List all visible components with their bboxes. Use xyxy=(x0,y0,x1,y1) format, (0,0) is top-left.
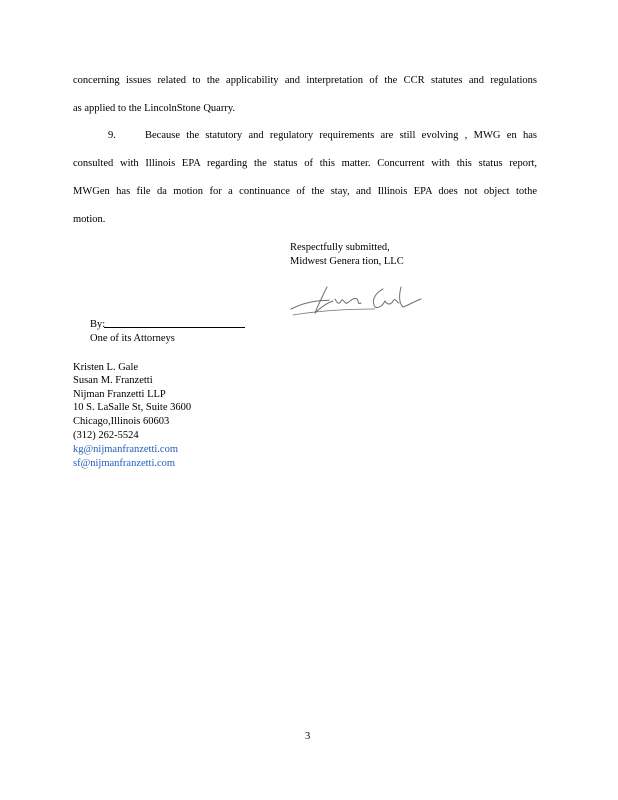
respectfully-submitted: Respectfully submitted, xyxy=(290,242,390,253)
email-link-2[interactable]: sf@nijmanfranzetti.com xyxy=(73,458,176,469)
email-link-1[interactable]: kg@nijmanfranzetti.com xyxy=(73,444,179,455)
law-firm-name: Nijman Franzetti LLP xyxy=(73,389,166,400)
paragraph-8-line-1: concerning issues related to the applicability and interpretation of the CCR statutes and regulations xyxy=(73,75,537,86)
attorney-name-1: Kristen L. Gale xyxy=(73,362,139,373)
page-number: 3 xyxy=(305,731,311,742)
company-name: Midwest Genera tion, LLC xyxy=(290,256,404,267)
attorney-name-2: Susan M. Franzetti xyxy=(73,375,153,386)
paragraph-9-line-1: Because the statutory and regulatory requirements are still evolving , MWG en has xyxy=(145,130,537,141)
paragraph-8-line-2: as applied to the LincolnStone Quarry. xyxy=(73,103,236,114)
paragraph-9-line-4: motion. xyxy=(73,214,106,225)
firm-phone: (312) 262-5524 xyxy=(73,430,139,441)
signature-line xyxy=(104,327,245,328)
one-of-its-attorneys: One of its Attorneys xyxy=(90,333,175,344)
paragraph-9-line-2: consulted with Illinois EPA regarding the status of this matter. Concurrent with this status report, xyxy=(73,158,537,169)
firm-city-state-zip: Chicago,Illinois 60603 xyxy=(73,416,170,427)
by-label: By: xyxy=(90,319,106,330)
handwritten-signature xyxy=(287,283,427,317)
paragraph-9-line-3: MWGen has file da motion for a continuance of the stay, and Illinois EPA does not object tothe xyxy=(73,186,537,197)
firm-street-address: 10 S. LaSalle St, Suite 3600 xyxy=(73,402,192,413)
paragraph-9-number: 9. xyxy=(108,130,116,141)
